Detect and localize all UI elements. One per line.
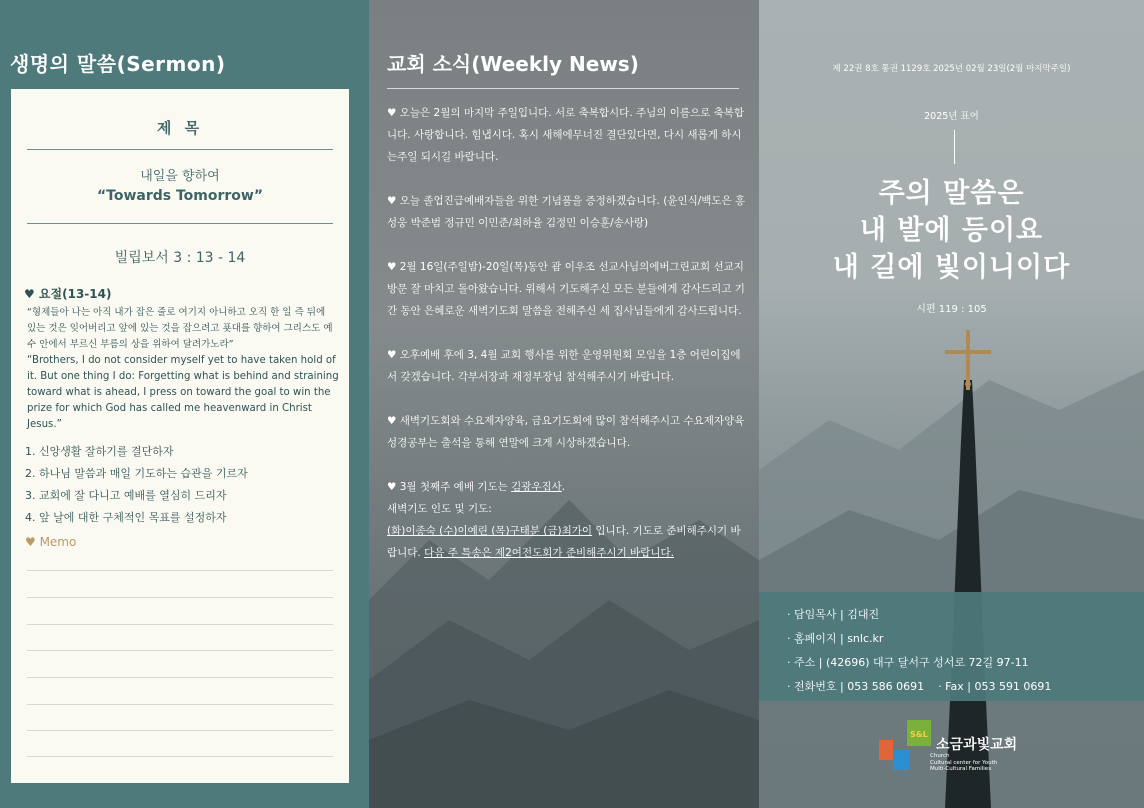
sermon-title-ko: 내일을 향하여 [140, 169, 220, 184]
memo-line [27, 730, 333, 731]
logo-mark-icon [879, 720, 931, 774]
church-name: 소금과빛교회 [936, 737, 1018, 753]
news-section-title: 교회 소식(Weekly News) [387, 52, 639, 76]
motto-verse-reference: 시편 119 : 105 [916, 304, 987, 315]
fax-info: · Fax | 053 591 0691 [938, 680, 1052, 693]
key-verse-label: ♥ 요절(13-14) [24, 287, 112, 301]
sermon-point: 1. 신앙생활 잘하기를 결단하자 [25, 445, 174, 458]
news-item: ♥ 2월 16일(주일밤)-20일(목)동안 괌 이우조 선교사님의에버그린교회 선교지 방문 잘 마치고 돌아왔습니다. 위해서 기도해주신 모든 분들에게 감사드리고 기간 동안 은혜로운 새벽기도회 말씀을 전해주신 세 집사님들에게 감사드립니다. [387, 261, 745, 317]
sermon-section-title: 생명의 말씀(Sermon) [10, 52, 226, 76]
divider [27, 223, 333, 224]
memo-label: ♥ Memo [25, 535, 77, 549]
sermon-title-en: “Towards Tomorrow” [96, 188, 264, 204]
prayer-suffix: . [561, 481, 566, 493]
sermon-heading: 제 목 [156, 119, 204, 137]
motto-verse [759, 175, 1144, 286]
sermon-point: 2. 하나님 말씀과 매일 기도하는 습관을 기르자 [25, 467, 248, 480]
divider [954, 130, 955, 164]
motto-line: 주의 말씀은 [878, 178, 1025, 209]
cover-panel [759, 0, 1144, 808]
homepage-info: · 홈페이지 | snlc.kr [787, 632, 884, 645]
memo-line [27, 677, 333, 678]
church-info-box [759, 592, 1144, 701]
prayer-leader-name: 김광우집사 [511, 481, 562, 493]
sermon-points [25, 441, 337, 529]
verse-korean: “형제들아 나는 아직 내가 잡은 줄로 여기지 아니하고 오직 한 일 즉 뒤에 있는 것은 잊어버리고 앞에 있는 것을 잡으려고 푯대를 향하여 그리스도 예수 안에서 부르신 부름의 상을 위하여 달려가노라” [27, 307, 333, 350]
dawn-prayer-schedule: (화)이종숙 (수)이예린 (목)구태분 (금)최가이 [387, 525, 593, 537]
motto-line: 내 길에 빛이니이다 [832, 252, 1071, 283]
issue-info: 제 22권 8호 통권 1129호 2025년 02월 23일(2월 마지막주일) [832, 64, 1071, 74]
memo-line [27, 650, 333, 651]
year-motto-label: 2025년 표어 [924, 111, 979, 122]
news-item: ♥ 오늘 졸업진급예배자들을 위한 기념품을 증정하겠습니다. (윤인식/백도은 홍성웅 박준범 정규민 이민준/최하율 김정민 이승훈/송사랑) [387, 195, 746, 229]
subtitle-line: Cultural center for Youth [930, 759, 998, 766]
phone-info: · 전화번호 | 053 586 0691 [787, 680, 925, 693]
sermon-card [11, 89, 349, 783]
news-item: ♥ 오늘은 2월의 마지막 주일입니다. 서로 축복합시다. 주님의 이름으로 축복합니다. 사랑합니다. 힘냅시다. 혹시 새해에무너진 결단있다면, 다시 새롭게 하시는주일 되시길 바랍니다. [387, 107, 745, 163]
sermon-point: 4. 앞 날에 대한 구체적인 목표를 설정하자 [25, 511, 227, 524]
news-panel [369, 0, 759, 808]
sermon-panel [0, 0, 369, 808]
verse-english: “Brothers, I do not consider myself yet to have taken hold of it. But one thing I do: Forgetting what is behind and straining toward what is ahead, I press on toward the goal to win the prize for which God has called me heavenward in Christ Jesus.” [27, 355, 339, 430]
divider [27, 149, 333, 150]
sermon-point: 3. 교회에 잘 다니고 예배를 열심히 드리자 [25, 489, 227, 502]
subtitle-line: Multi-Cultural Families [930, 766, 992, 772]
prayer-prefix: ♥ 3월 첫째주 예배 기도는 [387, 481, 512, 493]
contact-info [787, 675, 1144, 699]
subtitle-line: Church [930, 753, 950, 759]
logo-mark-text: S&L [910, 730, 928, 739]
news-list [387, 102, 749, 586]
news-item: ♥ 오후예배 후에 3, 4월 교회 행사를 위한 운영위원회 모임을 1층 어린이집에서 갖겠습니다. 각부서장과 재정부장님 참석해주시기 바랍니다. [387, 349, 741, 383]
news-item-prayer [387, 476, 749, 564]
pastor-info: · 담임목사 | 김대진 [787, 608, 880, 621]
divider [387, 88, 739, 89]
memo-line [27, 756, 333, 757]
memo-line [27, 597, 333, 598]
memo-line [27, 704, 333, 705]
memo-line [27, 624, 333, 625]
news-item: ♥ 새벽기도회와 수요제자양육, 금요기도회에 많이 참석해주시고 수요제자양육 성경공부는 출석을 통해 연말에 크게 시상하겠습니다. [387, 415, 745, 449]
dawn-prayer-tail: 입니다. 기도로 준비해주시기 바랍니다. [387, 525, 741, 559]
address-info: · 주소 | (42696) 대구 달서구 성서로 72길 97-11 [787, 656, 1029, 669]
dawn-prayer-label: 새벽기도 인도 및 기도: [387, 503, 492, 515]
scripture-reference: 빌립보서 3 : 13 - 14 [114, 250, 246, 266]
memo-line [27, 570, 333, 571]
motto-line: 내 발에 등이요 [859, 215, 1044, 246]
special-song-note: 다음 주 특송은 제2여전도회가 준비해주시기 바랍니다. [424, 547, 674, 559]
church-logo [879, 720, 1039, 776]
church-subtitle [930, 753, 1020, 773]
